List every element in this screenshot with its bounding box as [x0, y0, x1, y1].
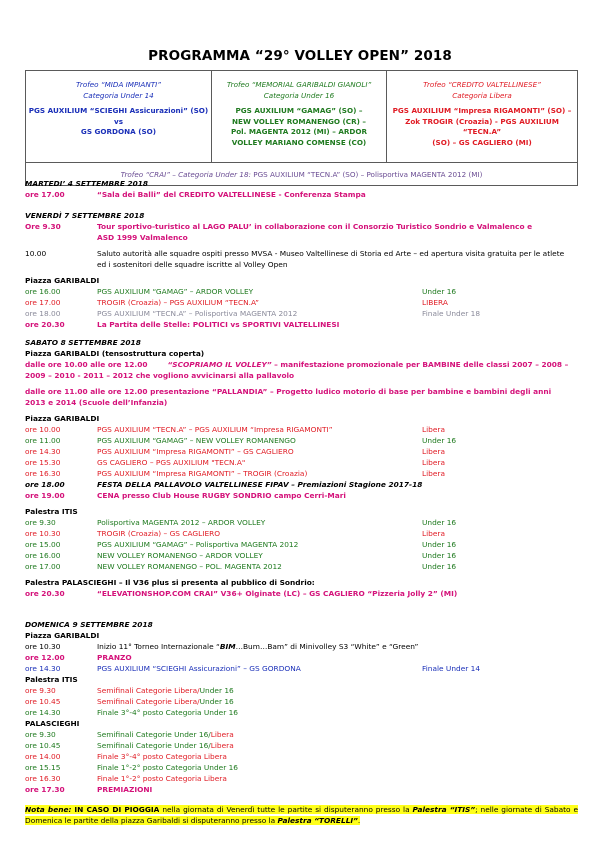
- event-desc: PREMIAZIONI: [97, 785, 153, 794]
- match-category: Finale Under 14: [422, 664, 481, 673]
- match-time: ore 20.30: [25, 320, 65, 329]
- match-time: ore 10.45: [25, 697, 61, 706]
- match-row: [25, 729, 585, 740]
- tournament-suffix: …Bum…Bam” di Minivolley S3 “White” e “Green”: [235, 642, 419, 651]
- event-desc: PRANZO: [97, 653, 132, 662]
- match-row: [25, 457, 585, 468]
- promo-event: [25, 359, 570, 381]
- match-time: ore 15.00: [25, 540, 61, 549]
- match-desc-part: Semifinali Categorie Under 16/: [97, 730, 211, 739]
- match-row: [25, 685, 585, 696]
- match-time: ore 14.30: [25, 708, 61, 717]
- match-time: ore 16.30: [25, 469, 61, 478]
- event-row: [25, 479, 585, 490]
- match-teams: PGS AUXILIUM “Impresa RIGAMONTI” – TROGIR (Croazia): [97, 469, 308, 478]
- day-tuesday: [25, 178, 585, 200]
- trophy-name: Trofeo “MIDA IMPIANTI”: [76, 80, 161, 89]
- venue-heading: Piazza GARIBALDI (tensostruttura coperta): [25, 349, 205, 358]
- match-teams: PGS AUXILIUM “TECN.A” – PGS AUXILIUM “Impresa RIGAMONTI”: [97, 425, 333, 434]
- trophy-team: Zok TROGIR (Croazia) - PGS AUXILIUM “TECN.A”: [405, 116, 559, 136]
- match-time: ore 10.45: [25, 741, 61, 750]
- event-time: ore 10.30: [25, 642, 61, 651]
- match-teams: NEW VOLLEY ROMANENGO – ARDOR VOLLEY: [97, 551, 263, 560]
- match-time: ore 14.30: [25, 664, 61, 673]
- event-time: 10.00: [25, 249, 47, 258]
- match-row: [25, 468, 585, 479]
- match-category: Under 16: [422, 287, 457, 296]
- note-gym-torelli: Palestra “TORELLI”: [277, 816, 358, 825]
- match-time: ore 9.30: [25, 686, 56, 695]
- trophy-team: PGS AUXILIUM “GAMAG” (SO) –: [235, 106, 363, 115]
- match-teams: PGS AUXILIUM “GAMAG” – NEW VOLLEY ROMANENGO: [97, 436, 296, 445]
- note-text: nella giornata di Venerdì tutte le partite si disputeranno presso la: [159, 805, 413, 814]
- event-row: [25, 784, 585, 795]
- note-label: Nota bene:: [25, 805, 72, 814]
- match-desc: [97, 729, 234, 740]
- match-time: ore 18.00: [25, 309, 61, 318]
- match-time: ore 10.00: [25, 425, 61, 434]
- match-row: [25, 561, 585, 572]
- match-row: [25, 773, 585, 784]
- match-category: Under 16: [422, 562, 457, 571]
- match-time: ore 20.30: [25, 589, 65, 598]
- match-category: Finale Under 18: [422, 309, 481, 318]
- note-rain: IN CASO DI PIOGGIA: [74, 805, 160, 814]
- trophy-cell-under14: [26, 71, 212, 163]
- match-category: Libera: [422, 458, 445, 467]
- note-text: .: [357, 816, 361, 825]
- trophy-category: Categoria Under 16: [263, 90, 335, 100]
- match-row: [25, 550, 585, 561]
- trophy-cell-under16: [212, 71, 387, 163]
- match-category: LIBERA: [422, 298, 448, 307]
- match-row: [25, 707, 585, 718]
- trophy-team: VOLLEY MARIANO COMENSE (CO): [231, 137, 367, 147]
- event-row: [25, 652, 585, 663]
- match-category: Under 16: [422, 551, 457, 560]
- match-row: [25, 762, 585, 773]
- event-time: ore 19.00: [25, 491, 65, 500]
- event-row: [25, 248, 567, 270]
- match-time: ore 14.30: [25, 447, 61, 456]
- trophy-team: PGS AUXILIUM “SCIEGHI Assicurazioni” (SO): [28, 106, 209, 115]
- match-row: [25, 528, 585, 539]
- match-time: ore 17.00: [25, 562, 61, 571]
- match-row: [25, 319, 585, 330]
- match-category: Under 16: [422, 436, 457, 445]
- trophy-team: NEW VOLLEY ROMANENGO (CR) –: [232, 116, 366, 126]
- trophy-team: GS GORDONA (SO): [80, 127, 157, 136]
- day-heading: MARTEDI’ 4 SETTEMBRE 2018: [25, 179, 149, 188]
- venue-heading: Piazza GARIBALDI: [25, 414, 100, 423]
- match-time: ore 16.00: [25, 551, 61, 560]
- match-desc: Finale 3°-4° posto Categoria Libera: [97, 752, 227, 761]
- trophy-category: Categoria Under 14: [83, 90, 154, 100]
- match-time: ore 16.30: [25, 774, 61, 783]
- match-desc-part: Semifinali Categorie Libera/: [97, 686, 200, 695]
- match-category: Libera: [422, 447, 445, 456]
- event-time: ore 18.00: [25, 480, 65, 489]
- match-teams: PGS AUXILIUM “SCIEGHI Assicurazioni” – GS GORDONA: [97, 664, 301, 673]
- match-row: [25, 539, 585, 550]
- match-time: ore 15.30: [25, 458, 61, 467]
- match-row: [25, 751, 585, 762]
- match-desc-part: Semifinali Categorie Libera/: [97, 697, 200, 706]
- trophy-table: [25, 70, 578, 186]
- event-time: ore 17.30: [25, 785, 65, 794]
- match-teams: PGS AUXILIUM “TECN.A” – Polisportiva MAGENTA 2012: [97, 309, 298, 318]
- match-time: ore 9.30: [25, 730, 56, 739]
- page-title: PROGRAMMA “29° VOLLEY OPEN” 2018: [148, 48, 452, 64]
- match-desc: Finale 1°-2° posto Categoria Libera: [97, 774, 227, 783]
- match-desc: Finale 3°-4° posto Categoria Under 16: [97, 708, 239, 717]
- match-desc-part: Under 16: [199, 697, 234, 706]
- event-desc: [97, 641, 418, 652]
- promo-desc: – manifestazione promozionale per BAMBINE delle classi 2007 – 2008 – 2009 – 2010 - 2011 – 2012 che vogliono avvicinarsi alla pallavolo: [25, 360, 569, 380]
- match-teams: TROGIR (Croazia) – GS CAGLIERO: [97, 529, 221, 538]
- match-category: Libera: [422, 425, 445, 434]
- match-teams: PGS AUXILIUM “Impresa RIGAMONTI” – GS CAGLIERO: [97, 447, 294, 456]
- trophy-category: Categoria Libera: [452, 90, 512, 100]
- trophy-cell-libera: [387, 71, 578, 163]
- promo-title: “SCOPRIAMO IL VOLLEY”: [167, 360, 272, 369]
- event-desc: Saluto autorità alle squadre ospiti presso MVSA - Museo Valtellinese di Storia ed Arte – ed apertura visita gratuita per le atlete ed i sostenitori delle squadre iscritte al Volley Open: [97, 249, 565, 269]
- event-desc: Tour sportivo-turistico al LAGO PALU’ in collaborazione con il Consorzio Turistico Sondrio e Valmalenco e ASD 1999 Valmalenco: [97, 222, 533, 242]
- match-row: [25, 424, 585, 435]
- trophy-team: (SO) – GS CAGLIERO (MI): [432, 137, 532, 147]
- rain-note: [25, 804, 578, 826]
- day-heading: SABATO 8 SETTEMBRE 2018: [25, 338, 141, 347]
- event-desc: FESTA DELLA PALLAVOLO VALTELLINESE FIPAV – Premiazioni Stagione 2017-18: [97, 480, 423, 489]
- event-time: ore 17.00: [25, 190, 65, 199]
- event-row: [25, 189, 585, 200]
- event-desc: CENA presso Club House RUGBY SONDRIO campo Cerri-Mari: [97, 491, 346, 500]
- match-desc: [97, 740, 234, 751]
- match-row: [25, 696, 585, 707]
- match-row: [25, 588, 585, 599]
- event-time: ore 12.00: [25, 653, 65, 662]
- match-desc: Finale 1°-2° posto Categoria Under 16: [97, 763, 239, 772]
- match-desc: [97, 696, 234, 707]
- match-desc-part: Libera: [210, 730, 234, 739]
- match-row: [25, 740, 585, 751]
- match-teams: TROGIR (Croazia) – PGS AUXILIUM “TECN.A”: [97, 298, 259, 307]
- trophy-vs: vs: [114, 116, 123, 126]
- day-saturday: [25, 337, 585, 599]
- match-row: [25, 517, 585, 528]
- match-time: ore 10.30: [25, 529, 61, 538]
- tournament-prefix: Inizio 11° Torneo Internazionale “: [97, 642, 220, 651]
- match-time: ore 15.15: [25, 763, 61, 772]
- match-row: [25, 663, 585, 674]
- event-time: Ore 9.30: [25, 222, 61, 231]
- match-category: Libera: [422, 529, 445, 538]
- match-row: [25, 435, 585, 446]
- event-row: [25, 641, 585, 652]
- venue-heading: Palestra PALASCIEGHI – Il V36 plus si presenta al pubblico di Sondrio:: [25, 578, 315, 587]
- match-category: Under 16: [422, 540, 457, 549]
- match-time: ore 9.30: [25, 518, 56, 527]
- match-time: ore 16.00: [25, 287, 61, 296]
- trophy-name: Trofeo “MEMORIAL GARIBALDI GIANOLI”: [226, 80, 372, 89]
- match-desc-part: Libera: [210, 741, 234, 750]
- match-desc-part: Under 16: [199, 686, 234, 695]
- day-friday: [25, 210, 585, 330]
- promo-time: dalle ore 10.00 alle ore 12.00: [25, 360, 148, 369]
- match-row: [25, 286, 585, 297]
- day-sunday: [25, 619, 585, 795]
- venue-heading: Palestra ITIS: [25, 675, 78, 684]
- match-time: ore 11.00: [25, 436, 61, 445]
- match-teams: Polisportiva MAGENTA 2012 – ARDOR VOLLEY: [97, 518, 266, 527]
- match-desc: [97, 685, 234, 696]
- tournament-bim: BIM: [219, 642, 236, 651]
- note-text: ; nelle giornate di Sabato e Domenica le partite della piazza Garibaldi si disputeranno presso la: [25, 805, 579, 825]
- match-teams: GS CAGLIERO – PGS AUXILIUM "TECN.A": [97, 458, 246, 467]
- promo-event: dalle ore 11.00 alle ore 12.00 presentazione “PALLANDIA” – Progetto ludico motorio di base per bambine e bambini degli anni 2013 e 2014 (Scuole dell’Infanzia): [25, 387, 552, 407]
- event-row: [25, 221, 537, 243]
- match-teams: PGS AUXILIUM “GAMAG” – ARDOR VOLLEY: [97, 287, 254, 296]
- venue-heading: Palestra ITIS: [25, 507, 78, 516]
- match-time: ore 14.00: [25, 752, 61, 761]
- event-row: [25, 490, 585, 501]
- match-teams: “ELEVATIONSHOP.COM CRAI” V36+ Olginate (LC) – GS CAGLIERO “Pizzeria Jolly 2” (MI): [97, 589, 458, 598]
- match-row: [25, 308, 585, 319]
- day-heading: DOMENICA 9 SETTEMBRE 2018: [25, 620, 153, 629]
- match-teams: NEW VOLLEY ROMANENGO – POL. MAGENTA 2012: [97, 562, 282, 571]
- trophy-name: Trofeo “CREDITO VALTELLINESE”: [423, 80, 541, 89]
- trophy-team: Pol. MAGENTA 2012 (MI) – ARDOR: [230, 127, 368, 136]
- venue-heading: PALASCIEGHI: [25, 719, 80, 728]
- match-teams: La Partita delle Stelle: POLITICI vs SPORTIVI VALTELLINESI: [97, 320, 340, 329]
- crai-trophy-teams: PGS AUXILIUM “TECN.A” (SO) – Polisportiva MAGENTA 2012 (MI): [253, 169, 483, 179]
- match-category: Libera: [422, 469, 445, 478]
- venue-heading: Piazza GARIBALDI: [25, 631, 100, 640]
- match-row: [25, 446, 585, 457]
- match-desc-part: Semifinali Categorie Under 16/: [97, 741, 211, 750]
- match-time: ore 17.00: [25, 298, 61, 307]
- trophy-team: PGS AUXILIUM “Impresa RIGAMONTI” (SO) –: [392, 106, 572, 115]
- day-heading: VENERDÌ 7 SETTEMBRE 2018: [25, 211, 145, 220]
- note-gym-itis: Palestra “ITIS”: [412, 805, 476, 814]
- match-category: Under 16: [422, 518, 457, 527]
- match-row: [25, 297, 585, 308]
- event-desc: “Sala dei Balli” del CREDITO VALTELLINESE - Conferenza Stampa: [97, 190, 366, 199]
- venue-heading: Piazza GARIBALDI: [25, 276, 100, 285]
- match-teams: PGS AUXILIUM “GAMAG” – Polisportiva MAGENTA 2012: [97, 540, 299, 549]
- crai-trophy-label: Trofeo “CRAI” – Categoria Under 18:: [120, 169, 254, 179]
